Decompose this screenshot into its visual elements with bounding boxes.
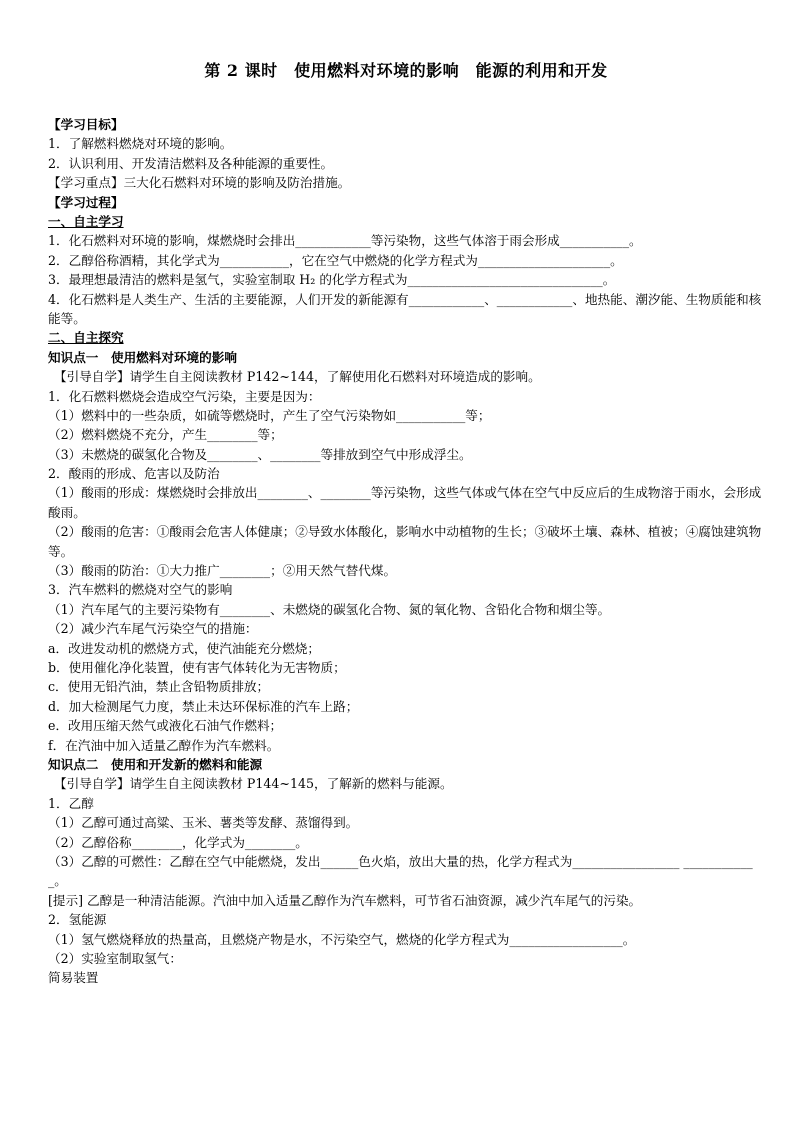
measure-c: c．使用无铅汽油，禁止含铅物质排放；: [48, 679, 270, 695]
acid-rain-prevention: （3）酸雨的防治：①大力推广________；②用天然气替代煤。: [48, 563, 397, 579]
learning-focus: 【学习重点】三大化石燃料对环境的影响及防治措施。: [48, 175, 351, 191]
exhaust-pollutants: （1）汽车尾气的主要污染物有________、未燃烧的碳氢化合物、氮的氧化物、含铅化合物和烟尘等。: [48, 601, 611, 617]
kp1-item-3: 3．汽车燃料的燃烧对空气的影响: [48, 582, 233, 598]
hydrogen-sub-2: （2）实验室制取氢气：: [48, 950, 182, 966]
section-learning-process: 【学习过程】: [48, 194, 124, 210]
knowledge-point-2: 知识点二 使用和开发新的燃料和能源: [48, 756, 263, 772]
hydrogen-sub-1: （1）氢气燃烧释放的热量高，且燃烧产物是水，不污染空气，燃烧的化学方程式为__________________。: [48, 931, 636, 947]
measure-d: d．加大检测尾气力度，禁止未达环保标准的汽车上路；: [48, 698, 359, 714]
knowledge-point-1: 知识点一 使用燃料对环境的影响: [48, 349, 237, 365]
kp1-item-2: 2．酸雨的形成、危害以及防治: [48, 466, 220, 482]
section-learning-goals: 【学习目标】: [48, 117, 124, 132]
page-title: 第 2 课时 使用燃料对环境的影响 能源的利用和开发: [204, 61, 608, 80]
goal-item-1: 1．了解燃料燃烧对环境的影响。: [48, 136, 233, 152]
kp1-item-1-sub-3: （3）未燃烧的碳氢化合物及________、________等排放到空气中形成浮尘。: [48, 446, 472, 462]
guided-study-2: 【引导自学】请学生自主阅读教材 P144~145，了解新的燃料与能源。: [54, 776, 453, 792]
measure-a: a．改进发动机的燃烧方式，使汽油能充分燃烧；: [48, 640, 320, 656]
self-study-q3: 3．最理想最清洁的燃料是氢气，实验室制取 H₂ 的化学方程式为_______________________________。: [48, 272, 616, 288]
exhaust-measures: （2）减少汽车尾气污染空气的措施：: [48, 621, 258, 637]
simple-apparatus: 简易装置: [48, 970, 99, 986]
ethanol-sub-1: （1）乙醇可通过高粱、玉米、薯类等发酵、蒸馏得到。: [48, 815, 359, 831]
kp2-item-2: 2．氢能源: [48, 912, 107, 928]
heading-self-study: 一、自主学习: [48, 213, 124, 229]
kp1-item-1: 1．化石燃料燃烧会造成空气污染，主要是因为：: [48, 388, 321, 404]
self-study-q1: 1．化石燃料对环境的影响，煤燃烧时会排出____________等污染物，这些气体溶于雨会形成___________。: [48, 233, 642, 249]
kp1-item-1-sub-2: （2）燃料燃烧不充分，产生________等；: [48, 427, 283, 443]
acid-rain-harm: （2）酸雨的危害：①酸雨会危害人体健康；②导致水体酸化，影响水中动植物的生长；③破坏土壤、森林、植被；④腐蚀建筑物等。: [48, 524, 762, 559]
kp1-item-1-sub-1: （1）燃料中的一些杂质，如硫等燃烧时，产生了空气污染物如___________等；: [48, 407, 491, 423]
ethanol-sub-2: （2）乙醇俗称________，化学式为________。: [48, 834, 308, 850]
measure-f: f．在汽油中加入适量乙醇作为汽车燃料。: [48, 737, 280, 753]
acid-rain-formation: （1）酸雨的形成：煤燃烧时会排放出________、________等污染物，这些气体或气体在空气中反应后的生成物溶于雨水，会形成酸雨。: [48, 485, 762, 520]
ethanol-sub-3: （3）乙醇的可燃性：乙醇在空气中能燃烧，发出______色火焰，放出大量的热，化学方程式为_________________ ____________。: [48, 853, 753, 889]
self-study-q2: 2．乙醇俗称酒精，其化学式为___________，它在空气中燃烧的化学方程式为_____________________。: [48, 252, 623, 268]
guided-study-1: 【引导自学】请学生自主阅读教材 P142~144，了解使用化石燃料对环境造成的影响。: [54, 369, 541, 385]
self-study-q4: 4．化石燃料是人类生产、生活的主要能源，人们开发的新能源有____________、____________、地热能、潮汐能、生物质能和核能等。: [48, 291, 762, 326]
document-page: [48, 58, 764, 988]
measure-b: b．使用催化净化装置，使有害气体转化为无害物质；: [48, 660, 346, 676]
goal-item-2: 2．认识利用、开发清洁燃料及各种能源的重要性。: [48, 155, 334, 171]
kp2-item-1: 1．乙醇: [48, 795, 94, 811]
heading-self-explore: 二、自主探究: [48, 330, 124, 346]
hint-text: [提示] 乙醇是一种清洁能源。汽油中加入适量乙醇作为汽车燃料，可节省石油资源，减少汽车尾气的污染。: [48, 892, 642, 908]
measure-e: e．改用压缩天然气或液化石油气作燃料；: [48, 718, 283, 734]
